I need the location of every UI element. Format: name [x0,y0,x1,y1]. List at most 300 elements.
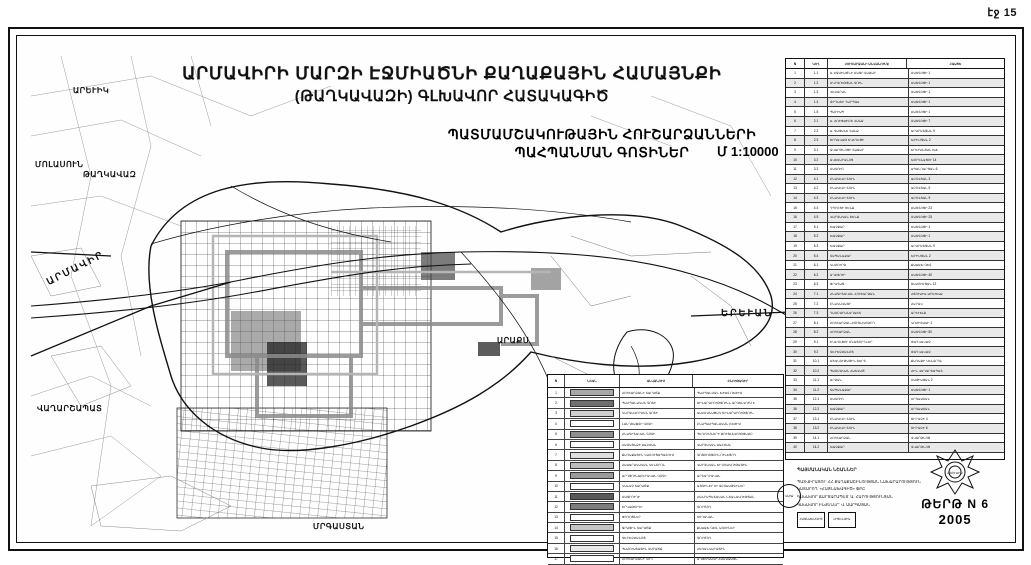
legend-cell-note: ՎԱՐՉԱԿԱՆ ՍԱՀՄԱՆ [697,442,732,447]
table-row [786,366,1004,376]
cell-name: ԵԿԵՂԵՑՈՒ ՄՆԱՑՈՐԴՆԵՐ [828,338,909,347]
cell-name: ԹՐԴԱՏԻ ԴԱՐՊԱՍ [828,98,909,107]
legend-cell-name: ՀԱՍԱՐԱԿԱԿԱՆ ԿԵՆՏՐՈՆ [620,461,695,470]
cell-code: 11.1 [805,376,828,385]
cell-n: 24 [786,290,805,299]
legend-cell-n: 4 [548,419,565,428]
table-row [786,127,1004,137]
legend-cell-n: 12 [548,502,565,511]
cell-address: ՔԱՍԱԽ ԳԵՏ [911,263,932,268]
cell-n: 14 [786,194,805,203]
cell-name: ԽԱՉՔԱՐ [828,242,909,251]
cell-n: 38 [786,424,805,433]
cell-address: ՄԱՇՏՈՑԻ 25 [911,215,932,220]
cell-name: ՏԱՊԱՆԱՔԱՐ [828,251,909,260]
cell-name: ԲՆԱԿԵԼԻ ՏՈՒՆ [828,184,909,193]
sheet-year: 2005 [938,511,972,527]
table-row [786,280,1004,290]
legend-cell-note: ԳՈՐԾՈՂ [697,536,712,541]
cell-code: 1.4 [805,98,828,107]
legend-cell-n: 5 [548,430,565,439]
legend-cell-note: ՇԻՆԱՐԱՐՈՒԹՅՈՒՆՆ ԱՐԳԵԼՎՈՒՄ Է [697,401,755,406]
legend-swatch [570,410,614,417]
table-row [786,223,1004,233]
cell-n: 33 [786,376,805,385]
table-row [786,270,1004,280]
cell-name: ՇՈՂԱԿԱԹ ԵԿԵՂԵՑԻ [828,136,909,145]
cell-name: ԲՆԱԿԱՎԱՅՐ [828,299,909,308]
legend-swatch [570,441,614,448]
legend-cell-symbol [565,440,620,449]
map-label-tagkavaz: ԹԱՂԿԱՎԱԶ [83,170,137,179]
legend-row [548,544,783,554]
cell-code: 7.2 [805,299,828,308]
cell-code: 8.2 [805,328,828,337]
cell-name: ԱՂԲՅՈՒՐ [828,270,909,279]
cell-n: 12 [786,175,805,184]
legend-row [548,450,783,460]
map-label-araks: ԱՐԱՔՍ [497,336,530,345]
cell-address: ՇԻՐԱԶԻ 4 [911,416,928,421]
table-row [786,184,1004,194]
cell-name: ՄԱՏՈՒՌ [828,165,909,174]
legend-cell-name: ՔԱՂԱՔԱՅԻՆ ԿԱՌՈՒՑԱՊԱՏՈՒՄ [620,450,695,459]
credits-line-1: ՊԱՏՎԻՐԱՏՈՒ՝ ՀՀ ՔԱՂԱՔԱՇԻՆՈՒԹՅԱՆ ՆԱԽԱՐԱՐՈՒԹՅՈՒՆ [797,478,921,484]
cell-code: 5.4 [805,251,828,260]
map-label-arevik: ԱՐԵՒԻԿ [73,86,110,95]
table-row [786,232,1004,242]
cell-name: ՀՈՒՇԱՐՁԱՆ-ՀՈՒՇԱԿՈԹՈՂ [828,318,909,327]
legend-row [548,388,783,398]
cell-n: 27 [786,318,805,327]
legend-swatch [570,524,614,531]
table-row [786,290,1004,300]
cell-name: ՊԱՏՄԱԿԱՆ ՀԱՏՎԱԾ [828,366,909,375]
cell-n: 4 [786,98,805,107]
table-row [786,309,1004,319]
cell-name: ԳԵՐԵԶՄԱՆՈՑ [828,347,909,356]
cell-n: 34 [786,386,805,395]
legend-swatch [570,389,614,396]
monument-table-body [786,69,1004,453]
legend-cell-note: ՏԵՂԱԿԱՆ [697,515,714,520]
cell-code: 10.2 [805,366,828,375]
legend-cell-symbol [565,554,620,563]
table-row [786,194,1004,204]
cell-code: 1.3 [805,88,828,97]
legend-cell-note: ՀԵՌԱՆԿԱՐԱՅԻՆ [697,546,726,551]
cell-address: ՄԱՇՏՈՑԻ 1 [911,109,931,114]
legend-cell-name: ՓՈՂՈՑՆԵՐ [620,513,695,522]
cell-name: ԶՎԱՐԹՆՈՑԻ ՏԱՃԱՐ [828,146,909,155]
cell-name: ՀՆԱԳԻՏԱԿԱՆ ՀՈՒՇԱՐՁԱՆ [828,290,909,299]
cell-n: 6 [786,117,805,126]
cell-address: ՀԻՆ ՎԱՂԱՐՇԱՊԱՏ [911,368,943,373]
cell-code: 12.1 [805,395,828,404]
legend-row [548,471,783,481]
legend-table [547,374,784,561]
cell-code: 5.3 [805,242,828,251]
table-row [786,414,1004,424]
table-row [786,347,1004,357]
cell-address: ԱՐԱՐԱՏՅԱՆ 9 [911,128,935,133]
cell-address: ՄԱՇՏՈՑԻ 40 [911,272,932,277]
cell-address: ՍՊԱՆԴԱՐՅԱՆ 6 [911,167,938,172]
credits-line-3: ԳԼԽԱՎՈՐ ՃԱՐՏԱՐԱՊԵՏ՝ Ա. ՀԱՐՈՒԹՅՈՒՆՅԱՆ [797,493,893,499]
legend-row [548,440,783,450]
cell-address: ԱԲՈՎՅԱՆ 5 [911,186,931,191]
cell-name: ԽԱՉՔԱՐ [828,232,909,241]
table-row [786,338,1004,348]
legend-cell-n: 7 [548,450,565,459]
table-row [786,424,1004,434]
cell-n: 18 [786,232,805,241]
legend-body [548,388,783,565]
cell-address: ՄԱՅԻՍՅԱՆ 2 [911,378,933,383]
legend-cell-n: 14 [548,523,565,532]
cell-address: ԵՐԵՒԱՆՅԱՆ ԽՃ. [911,148,939,153]
cell-address: ՄԱՇՏՈՑԻ 7 [911,119,931,124]
cell-name: ԱՎԵՏԱՐԱՆՈՑ [828,155,909,164]
cell-address: ՀՅՈՒՍԻՍ-ԱՐԵՒԵԼՔ [911,291,943,296]
header-code: ԿՈԴ [805,59,828,68]
cell-n: 23 [786,280,805,289]
sheet-number: ԹԵՐԹ N 6 [921,496,989,511]
legend-cell-n: 13 [548,513,565,522]
legend-cell-n: 3 [548,409,565,418]
cell-n: 36 [786,405,805,414]
map-scale: Մ 1:10000 [717,144,779,159]
legend-cell-note: ՊԵՂՈՒՄՆԵՐԻ ԹՈՒՅԼՏՎՈՒԹՅԱՄԲ [697,432,753,437]
cell-n: 37 [786,414,805,423]
cell-n: 11 [786,165,805,174]
cell-address: ՇԻՐԱԶԻ 6 [911,426,928,431]
cell-code: 13.1 [805,414,828,423]
legend-row [548,492,783,502]
cell-name: Ս. ՀՌԻՓՍԻՄԵ ՎԱՆՔ [828,117,909,126]
legend-row [548,513,783,523]
legend-cell-name: ԵՐԿԱԹՈՒՂԻ [620,502,695,511]
cell-address: ԿՈՄԻՏԱՍԻ 1 [911,320,933,325]
map-sheet [16,35,1016,561]
cell-n: 3 [786,88,805,97]
cell-address: ԱԲՈՎՅԱՆ 9 [911,196,931,201]
legend-swatch [570,483,614,490]
legend-cell-name: ՀՈՒՇԱՐՁԱՆԻ ԿՈԴ [620,554,695,563]
cell-code: 3.3 [805,165,828,174]
legend-header-symbol: ՆՇԱՆ [565,375,620,387]
legend-cell-n: 17 [548,554,565,563]
table-row [786,79,1004,89]
cell-code: 1.1 [805,69,828,78]
table-row [786,213,1004,223]
legend-swatch [570,462,614,469]
credits-title: ՊԱՅՄԱՆԱԿԱՆ ՆՇԱՆՆԵՐ [797,467,857,472]
scan-frame [8,27,1024,561]
cell-address: ՄԱՇՏՈՑԻ 50 [911,330,932,335]
legend-row [548,533,783,543]
legend-cell-symbol [565,461,620,470]
legend-header-name: ԱՆՎԱՆՈՒՄ [620,375,693,387]
legend-swatch [570,472,614,479]
legend-cell-symbol [565,419,620,428]
cell-address: ԶՎԱՐԹՆՈՑ [911,435,931,440]
title-block [127,64,777,105]
legend-cell-symbol [565,513,620,522]
cell-n: 13 [786,184,805,193]
cell-address: ՀԱՐԱՎ [911,301,923,306]
cell-address: ՄԱՇՏՈՑԻ 1 [911,90,931,95]
company-stamp: ՀԱՅՆԱԽԱԳԻԾ [797,512,825,528]
legend-cell-symbol [565,450,620,459]
legend-cell-note: ՀԱՆՐԱՊԵՏԱԿԱՆ ՆՇԱՆԱԿՈՒԹՅԱՆ [697,494,755,499]
cell-name: ԴՊՐՈՑԻ ՇԵՆՔ [828,203,909,212]
cell-address: ԱՐԱՐԱՏՅԱՆ 9 [911,243,935,248]
cell-n: 29 [786,338,805,347]
legend-swatch [570,420,614,427]
cell-address: ՄՐԳԱՍՏԱՆ [911,407,930,412]
legend-cell-n: 15 [548,533,565,542]
legend-row [548,398,783,408]
cell-name: ՊԱՐԻՍՊ [828,107,909,116]
cell-name: Ս. ԷՋՄԻԱԾՆԻ ՄԱՅՐ ՏԱՃԱՐ [828,69,909,78]
cell-address: ԹԱՂԿԱՎԱԶ [911,339,931,344]
cell-code: 4.3 [805,194,828,203]
cell-n: 9 [786,146,805,155]
cell-name: ԲՆԱԿԵԼԻ ՏՈՒՆ [828,424,909,433]
table-row [786,395,1004,405]
cell-code: 2.2 [805,127,828,136]
legend-header-note: ԲՆՈՒԹԱԳԻՐ [727,379,749,383]
cell-address: ՄԱՇՏՈՑԻ 1 [911,71,931,76]
cell-code: 4.5 [805,213,828,222]
cell-code: 4.2 [805,184,828,193]
subtitle-line-2: ՊԱՀՊԱՆՄԱՆ ԳՈՏԻՆԵՐ [514,144,690,160]
cell-code: 9.2 [805,347,828,356]
cell-name: ՄԿՐՏՈՒԹՅԱՆ ՏՈՒՆ [828,79,909,88]
legend-swatch [570,503,614,510]
cell-code: 7.3 [805,309,828,318]
legend-cell-note: ՊԱՀՊԱՆՄԱՆ ԽԻՍՏ ՌԵԺԻՄ [697,390,743,395]
cell-code: 6.2 [805,270,828,279]
cell-n: 26 [786,309,805,318]
table-row [786,405,1004,415]
legend-cell-name: ՄԱՅՐՈՒՂԻ [620,492,695,501]
cell-name: ԲՆԱԿԵԼԻ ՏՈՒՆ [828,175,909,184]
credits-line-4: ԳԼԽԱՎՈՐ ԻՆԺԵՆԵՐ՝ Վ. ՍԱՐԳՍՅԱՆ [797,501,870,507]
cell-address: ԱԲՈՎՅԱՆ 3 [911,176,931,181]
legend-cell-note: ԳՈՅՈՒԹՅՈՒՆ ՈՒՆԵՑՈՂ [697,453,737,458]
table-row [786,242,1004,252]
cell-code: 4.1 [805,175,828,184]
cell-code: 8.1 [805,318,828,327]
legend-cell-name: ՋՐԱՅԻՆ ՏԱՐԱԾՔ [620,523,695,532]
cell-address: ՄԱՇՏՈՑԻ 1 [911,80,931,85]
cell-address: ԱՐԵՒԵԼՔ [911,311,927,316]
subtitle-line-1: ՊԱՏՄԱՄՇԱԿՈՒԹԱՅԻՆ ՀՈՒՇԱՐՁԱՆՆԵՐԻ [447,127,757,142]
cell-name: ՋՐԱՂԱՑ [828,280,909,289]
cell-address: ԽՈՐԵՆԱՑՈՒ 14 [911,157,937,162]
legend-cell-name: ՀՈՒՇԱՐՁԱՆԻ ՏԱՐԱԾՔ [620,388,695,397]
legend-cell-name: ԼԱՆԴՇԱՖՏԻ ԳՈՏԻ [620,419,695,428]
cell-code: 9.1 [805,338,828,347]
cell-n: 2 [786,79,805,88]
table-row [786,299,1004,309]
cell-n: 21 [786,261,805,270]
cell-address: ՇԱՀՈՒՄՅԱՆ 12 [911,282,937,287]
cell-address: ԽՐԻՄՅԱՆ 2 [911,253,931,258]
legend-row [548,419,783,429]
table-row [786,107,1004,117]
cell-address: ՄՐԳԱՍՏԱՆ [911,397,930,402]
legend-cell-note: ՎԱՐՉԱԿԱՆ ԵՒ ՄՇԱԿՈՒԹԱՅԻՆ [697,463,748,468]
map-label-molasun: ՄՈԼԱՍՈՒՆ [35,160,84,169]
cell-code: 6.1 [805,261,828,270]
cell-code: 1.2 [805,79,828,88]
map-label-armavir: ԱՐՄԱՎԻՐ [45,249,107,288]
title-line-1: ԱՐՄԱՎԻՐԻ ՄԱՐԶԻ ԷՋՄԻԱԾՆԻ ՔԱՂԱՔԱՅԻՆ ՀԱՄԱՅՆՔԻ [182,64,722,83]
table-row [786,251,1004,261]
legend-row [548,461,783,471]
legend-cell-note: ՍԱՀՄԱՆԱՓԱԿ ՇԻՆԱՐԱՐՈՒԹՅՈՒՆ [697,411,754,416]
cell-code: 7.1 [805,290,828,299]
legend-header-n: N [548,375,565,387]
cell-name: ԱՐՁԱՆ [828,376,909,385]
legend-cell-symbol [565,502,620,511]
monument-table [785,58,1005,460]
sheet-identifier [921,497,989,528]
cell-n: 10 [786,155,805,164]
table-row [786,88,1004,98]
cell-name: ԲՆԱԿԵԼԻ ՏՈՒՆ [828,414,909,423]
legend-cell-name: ԿԱՐԳԱՎՈՐՄԱՆ ԳՈՏԻ [620,409,695,418]
cell-address: ՄԱՇՏՈՑԻ 1 [911,387,931,392]
cell-name: ՏԱՊԱՆԱՔԱՐ [828,386,909,395]
header-n: N [786,59,805,68]
cell-code: 2.1 [805,117,828,126]
cell-n: 28 [786,328,805,337]
cell-code: 3.1 [805,146,828,155]
cell-address: ՄԱՇՏՈՑԻ 1 [911,100,931,105]
legend-swatch [570,555,614,562]
legend-cell-name: ՊԱՀՊԱՆԱԿԱՆ ԳՈՏԻ [620,398,695,407]
legend-swatch [570,452,614,459]
cell-code: 10.1 [805,357,828,366]
legend-cell-note: ԱՐՏԱԴՐԱԿԱՆ [697,473,721,478]
table-row [786,69,1004,79]
monument-table-header [786,59,1004,69]
cell-code: 5.1 [805,223,828,232]
legend-cell-name: ՀՆԱԳԻՏԱԿԱՆ ԳՈՏԻ [620,430,695,439]
cell-name: ՀՈՒՇԱՐՁԱՆ [828,434,909,443]
legend-cell-name: ՊԱՀՈՒՍՏԱՅԻՆ ՏԱՐԱԾՔ [620,544,695,553]
table-row [786,175,1004,185]
legend-cell-name: ԿԱՆԱՉ ՏԱՐԱԾՔ [620,482,695,491]
legend-cell-note: ԱՅԳԻՆԵՐ ԵՒ ԶԲՈՍԱՅԳԻՆԵՐ [697,484,745,489]
legend-cell-n: 11 [548,492,565,501]
legend-row [548,409,783,419]
table-row [786,165,1004,175]
table-row [786,136,1004,146]
legend-cell-n: 9 [548,471,565,480]
legend-swatch [570,493,614,500]
legend-cell-symbol [565,430,620,439]
cell-n: 1 [786,69,805,78]
cell-name: ԽԱՉՔԱՐ [828,443,909,452]
cell-n: 19 [786,242,805,251]
cell-address: ԹԱՂԿԱՎԱԶ [911,349,931,354]
cell-code: 5.2 [805,232,828,241]
table-row [786,357,1004,367]
cell-address: ԽՐԻՄՅԱՆ 2 [911,138,931,143]
map-label-mrgastan: ՄՐԳԱՍՏԱՆ [313,522,365,531]
legend-row [548,523,783,533]
cell-code: 14.2 [805,443,828,452]
header-address: ՀԱՍՑԵ [949,61,962,66]
table-row [786,386,1004,396]
cell-address: ՄԱՇՏՈՑԻ 23 [911,205,932,210]
cell-name: ԲՆԱԿԵԼԻ ՏՈՒՆ [828,194,909,203]
legend-row [548,430,783,440]
legend-header [548,375,783,388]
cell-code: 6.3 [805,280,828,289]
cell-n: 20 [786,251,805,260]
cell-n: 5 [786,107,805,116]
cell-name: ԽԱՉՔԱՐ [828,223,909,232]
legend-cell-name: ՀԱՄԱՅՆՔԻ ՍԱՀՄԱՆ [620,440,695,449]
legend-cell-symbol [565,544,620,553]
legend-cell-n: 6 [548,440,565,449]
cell-n: 35 [786,395,805,404]
table-row [786,146,1004,156]
cell-code: 12.2 [805,405,828,414]
cell-name: ՄԱՏՈՒՌ [828,395,909,404]
legend-cell-n: 1 [548,388,565,397]
legend-cell-note: ԳՈՐԾՈՂ [697,504,712,509]
legend-cell-symbol [565,398,620,407]
cell-n: 32 [786,366,805,375]
legend-row [548,502,783,512]
rosette-label: ՀՅՈՒՍԻՍ [947,471,963,475]
cell-address: ՔԱՂԱՔԻ ԿԵՆՏՐՈՆ [911,359,943,364]
cell-n: 22 [786,270,805,279]
cell-n: 16 [786,213,805,222]
cell-code: 1.5 [805,107,828,116]
table-row [786,203,1004,213]
table-row [786,434,1004,444]
table-row [786,261,1004,271]
cell-name: ԴԱՄԲԱՐԱՆԱԴԱՇՏ [828,309,909,318]
legend-cell-symbol [565,388,620,397]
cell-code: 14.1 [805,434,828,443]
cell-n: 39 [786,434,805,443]
cell-code: 4.4 [805,203,828,212]
cell-n: 7 [786,127,805,136]
legend-swatch [570,514,614,521]
map-label-yerevan: ԵՐԵՒԱՆ [721,308,773,319]
legend-cell-symbol [565,482,620,491]
legend-cell-symbol [565,471,620,480]
cell-n: 25 [786,299,805,308]
table-row [786,328,1004,338]
table-row [786,117,1004,127]
cell-name: ՄՇԱԿՈՒԹԱՅԻՆ ՇԵՐՏ [828,357,909,366]
legend-cell-n: 16 [548,544,565,553]
cell-n: 31 [786,357,805,366]
legend-row [548,482,783,492]
table-row [786,98,1004,108]
cell-n: 40 [786,443,805,452]
